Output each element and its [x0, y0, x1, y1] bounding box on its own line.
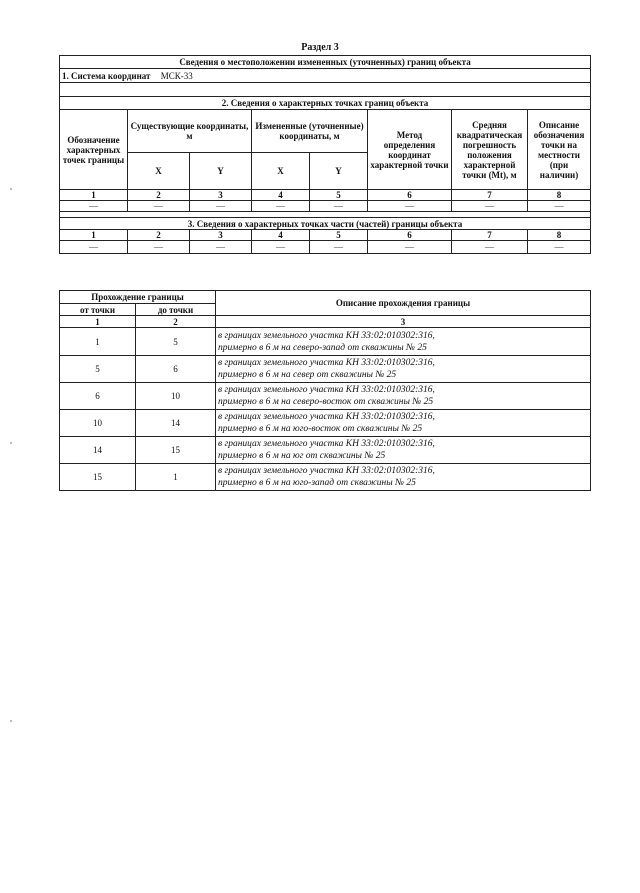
col-number: 7 [452, 190, 528, 201]
passage-description [216, 410, 591, 437]
subtitle-points: 2. Сведения о характерных точках границ объекта [60, 97, 591, 110]
col-number: 6 [368, 190, 452, 201]
passage-description [216, 383, 591, 410]
table-row [60, 410, 591, 437]
col-number: 1 [60, 316, 136, 328]
empty-cell: — [528, 241, 591, 254]
dash-row [60, 241, 591, 254]
header-from-point: от точки [60, 304, 136, 316]
empty-cell: — [128, 241, 190, 254]
col-number: 8 [528, 230, 591, 241]
col-number: 3 [216, 316, 591, 328]
empty-cell: — [310, 241, 368, 254]
header-existing-coords: Существующие координаты, м [128, 110, 252, 153]
header-y-existing: Y [190, 153, 252, 190]
empty-cell: — [190, 241, 252, 254]
to-point: 6 [136, 356, 216, 383]
col-number: 2 [128, 190, 190, 201]
description-line: примерно в 6 м на юг от скважины № 25 [218, 451, 386, 461]
description-line: в границах земельного участка КН 33:02:010302:316, [218, 466, 435, 476]
empty-cell: — [368, 241, 452, 254]
dash-row [60, 201, 591, 212]
empty-cell: — [252, 241, 310, 254]
description-line: примерно в 6 м на северо-восток от скважины № 25 [218, 397, 434, 407]
passage-description [216, 328, 591, 356]
table-row [60, 328, 591, 356]
description-line: в границах земельного участка КН 33:02:010302:316, [218, 385, 435, 395]
header-passage-description: Описание прохождения границы [216, 291, 591, 316]
from-point: 1 [60, 328, 136, 356]
empty-cell: — [452, 241, 528, 254]
empty-cell: — [528, 201, 591, 212]
empty-cell: — [128, 201, 190, 212]
empty-cell: — [368, 201, 452, 212]
to-point: 1 [136, 464, 216, 491]
passage-description [216, 437, 591, 464]
col-number: 1 [60, 230, 128, 241]
col-number: 4 [252, 230, 310, 241]
to-point: 15 [136, 437, 216, 464]
empty-cell: — [60, 241, 128, 254]
col-number: 5 [310, 190, 368, 201]
col-number: 2 [128, 230, 190, 241]
from-point: 14 [60, 437, 136, 464]
header-mean-error: Средняя квадратическая погрешность положения характерной точки (Mt), м [452, 110, 528, 190]
blank-row [60, 83, 591, 97]
table-row [60, 356, 591, 383]
description-line: примерно в 6 м на север от скважины № 25 [218, 370, 397, 380]
header-boundary-passage: Прохождение границы [60, 291, 216, 304]
header-point-description: Описание обозначения точки на местности (при наличии) [528, 110, 591, 190]
description-line: в границах земельного участка КН 33:02:010302:316, [218, 412, 435, 422]
empty-cell: — [310, 201, 368, 212]
header-to-point: до точки [136, 304, 216, 316]
coord-system-row [60, 69, 591, 83]
column-numbers-row [60, 316, 591, 328]
to-point: 5 [136, 328, 216, 356]
empty-cell: — [452, 201, 528, 212]
description-line: в границах земельного участка КН 33:02:010302:316, [218, 439, 435, 449]
table-title: Сведения о местоположении измененных (уточненных) границ объекта [60, 56, 591, 69]
section-title: Раздел 3 [301, 42, 339, 53]
from-point: 10 [60, 410, 136, 437]
boundary-passage-table [59, 290, 591, 491]
header-y-changed: Y [310, 153, 368, 190]
empty-cell: — [60, 201, 128, 212]
table-row [60, 464, 591, 491]
description-line: в границах земельного участка КН 33:02:010302:316, [218, 330, 435, 341]
header-changed-coords: Измененные (уточненные) координаты, м [252, 110, 368, 153]
subtitle-part-points: 3. Сведения о характерных точках части (частей) границы объекта [60, 218, 591, 230]
column-numbers-row [60, 190, 591, 201]
column-numbers-row [60, 230, 591, 241]
col-number: 6 [368, 230, 452, 241]
header-method: Метод определения координат характерной точки [368, 110, 452, 190]
header-point-designation: Обозначение характерных точек границы [60, 110, 128, 190]
scan-mark [10, 720, 12, 722]
table-row [60, 437, 591, 464]
passage-description [216, 464, 591, 491]
boundary-points-table [59, 55, 591, 254]
from-point: 5 [60, 356, 136, 383]
col-number: 3 [190, 190, 252, 201]
col-number: 4 [252, 190, 310, 201]
empty-cell: — [252, 201, 310, 212]
col-number: 2 [136, 316, 216, 328]
col-number: 1 [60, 190, 128, 201]
coord-system-label: 1. Система координат [62, 70, 151, 81]
header-x-changed: X [252, 153, 310, 190]
coord-system-value: МСК-33 [160, 70, 193, 81]
scan-mark [10, 188, 12, 190]
empty-cell: — [190, 201, 252, 212]
from-point: 6 [60, 383, 136, 410]
to-point: 10 [136, 383, 216, 410]
description-line: примерно в 6 м на юго-запад от скважины № 25 [218, 478, 416, 488]
scan-mark [10, 442, 12, 444]
col-number: 3 [190, 230, 252, 241]
passage-description [216, 356, 591, 383]
to-point: 14 [136, 410, 216, 437]
from-point: 15 [60, 464, 136, 491]
table-row [60, 383, 591, 410]
col-number: 5 [310, 230, 368, 241]
header-x-existing: X [128, 153, 190, 190]
col-number: 8 [528, 190, 591, 201]
description-line: примерно в 6 м на юго-восток от скважины № 25 [218, 424, 423, 434]
description-line: в границах земельного участка КН 33:02:010302:316, [218, 358, 435, 368]
col-number: 7 [452, 230, 528, 241]
description-line: примерно в 6 м на северо-запад от скважины № 25 [218, 342, 427, 353]
